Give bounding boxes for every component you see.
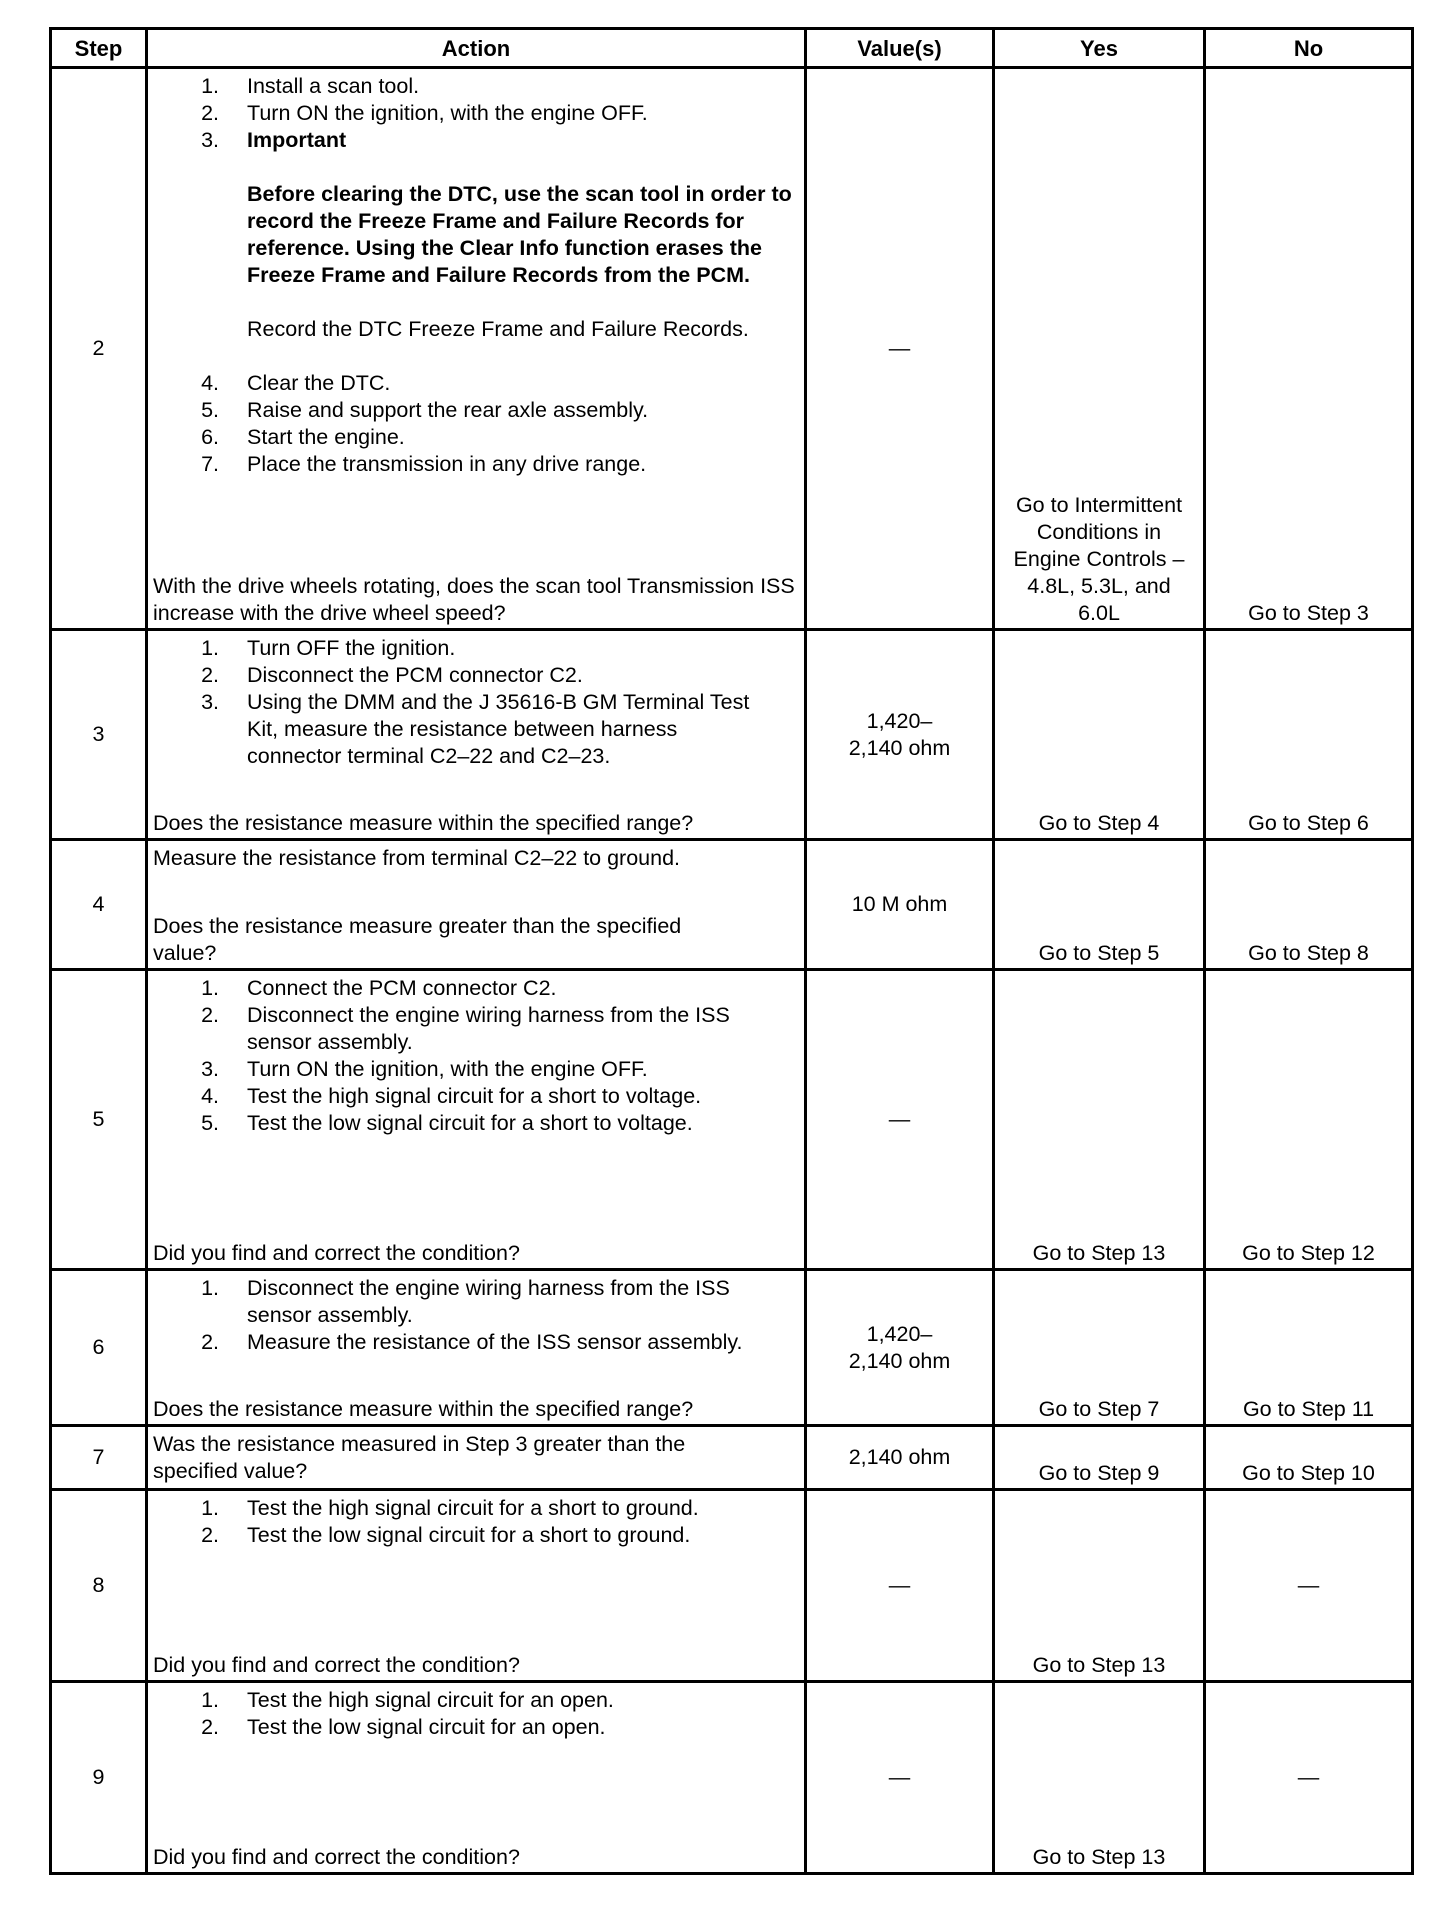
value-cell: 10 M ohm xyxy=(806,840,994,970)
action-text: Measure the resistance from terminal C2–22 to ground. xyxy=(153,846,681,870)
step-number: 7 xyxy=(51,1426,147,1490)
action-step: 3. Turn ON the ignition, with the engine OFF. xyxy=(201,1057,648,1081)
step-number: 8 xyxy=(51,1490,147,1682)
yes-cell: Go to Step 7 xyxy=(994,1270,1205,1426)
value-cell: — xyxy=(806,970,994,1270)
no-cell: Go to Step 10 xyxy=(1205,1426,1413,1490)
value-cell: — xyxy=(806,1490,994,1682)
yes-cell: Go to Step 9 xyxy=(994,1426,1205,1490)
action-cell xyxy=(147,1270,806,1426)
yes-cell: Go to Step 13 xyxy=(994,970,1205,1270)
action-cell xyxy=(147,970,806,1270)
header-values: Value(s) xyxy=(806,29,994,68)
action-step-important: 3. Important Before clearing the DTC, use the scan tool in order to record the Freeze Frame and Failure Records for reference. Using the Clear Info function erases the Freeze Frame and Failure Records from the PCM. Record the DTC Freeze Frame and Failure Records. xyxy=(153,127,800,370)
action-steps xyxy=(153,1687,800,1741)
action-cell xyxy=(147,630,806,840)
important-record: Record the DTC Freeze Frame and Failure Records. xyxy=(247,317,749,341)
value-cell: — xyxy=(806,68,994,630)
action-cell xyxy=(147,68,806,630)
action-step: 2. Disconnect the PCM connector C2. xyxy=(201,663,583,687)
action-question: Did you find and correct the condition? xyxy=(153,1653,520,1677)
value-cell: 1,420–2,140 ohm xyxy=(806,630,994,840)
value-cell: 2,140 ohm xyxy=(806,1426,994,1490)
action-steps xyxy=(153,975,800,1137)
action-step: 6. Start the engine. xyxy=(201,425,405,449)
yes-cell: Go to Step 5 xyxy=(994,840,1205,970)
action-cell xyxy=(147,1490,806,1682)
action-question: Was the resistance measured in Step 3 greater than the specified value? xyxy=(153,1432,686,1483)
action-cell xyxy=(147,1426,806,1490)
yes-cell: Go to Step 13 xyxy=(994,1682,1205,1874)
action-step: 3. Using the DMM and the J 35616-B GM Terminal Test Kit, measure the resistance between harness connector terminal C2–22 and C2–23. xyxy=(201,690,750,768)
step-number: 2 xyxy=(51,68,147,630)
table-row-step-2 xyxy=(51,68,1413,630)
table-row-step-9 xyxy=(51,1682,1413,1874)
table-row-step-6 xyxy=(51,1270,1413,1426)
no-cell: Go to Step 3 xyxy=(1205,68,1413,630)
diagnostic-table xyxy=(49,27,1414,1875)
action-step: 2. Measure the resistance of the ISS sensor assembly. xyxy=(201,1330,743,1354)
no-cell: Go to Step 8 xyxy=(1205,840,1413,970)
header-yes: Yes xyxy=(994,29,1205,68)
no-cell: Go to Step 6 xyxy=(1205,630,1413,840)
action-step: 1. Connect the PCM connector C2. xyxy=(201,976,557,1000)
action-question: Did you find and correct the condition? xyxy=(153,1241,520,1265)
action-cell xyxy=(147,1682,806,1874)
action-step: 2. Test the low signal circuit for a short to ground. xyxy=(201,1523,691,1547)
value-cell: — xyxy=(806,1682,994,1874)
step-number: 5 xyxy=(51,970,147,1270)
action-step: 2. Turn ON the ignition, with the engine OFF. xyxy=(201,101,648,125)
action-step: 1. Disconnect the engine wiring harness from the ISS sensor assembly. xyxy=(201,1276,730,1327)
step-number: 9 xyxy=(51,1682,147,1874)
header-step: Step xyxy=(51,29,147,68)
action-step: 5. Test the low signal circuit for a short to voltage. xyxy=(201,1111,693,1135)
action-step: 2. Test the low signal circuit for an open. xyxy=(201,1715,606,1739)
action-steps xyxy=(153,73,800,478)
value-cell: 1,420–2,140 ohm xyxy=(806,1270,994,1426)
step-number: 6 xyxy=(51,1270,147,1426)
action-step: 5. Raise and support the rear axle assembly. xyxy=(201,398,649,422)
yes-cell: Go to Step 4 xyxy=(994,630,1205,840)
action-step: 4. Clear the DTC. xyxy=(201,371,391,395)
table-row-step-8 xyxy=(51,1490,1413,1682)
step-number: 3 xyxy=(51,630,147,840)
action-question: Does the resistance measure within the specified range? xyxy=(153,811,694,835)
table-row-step-3 xyxy=(51,630,1413,840)
action-question: Does the resistance measure greater than the specified value? xyxy=(153,914,682,965)
action-step: 1. Test the high signal circuit for a short to ground. xyxy=(201,1496,699,1520)
action-cell xyxy=(147,840,806,970)
step-number: 4 xyxy=(51,840,147,970)
yes-cell: Go to Step 13 xyxy=(994,1490,1205,1682)
action-question: With the drive wheels rotating, does the scan tool Transmission ISS increase with the drive wheel speed? xyxy=(153,574,795,625)
yes-cell: Go to Intermittent Conditions in Engine Controls – 4.8L, 5.3L, and 6.0L xyxy=(994,68,1205,630)
action-steps xyxy=(153,635,800,770)
action-question: Does the resistance measure within the specified range? xyxy=(153,1397,694,1421)
no-cell: — xyxy=(1205,1682,1413,1874)
action-question: Did you find and correct the condition? xyxy=(153,1845,520,1869)
action-steps xyxy=(153,1495,800,1549)
table-row-step-5 xyxy=(51,970,1413,1270)
header-row xyxy=(51,29,1413,68)
no-cell: — xyxy=(1205,1490,1413,1682)
action-step: 1. Install a scan tool. xyxy=(201,74,420,98)
header-action: Action xyxy=(147,29,806,68)
table-row-step-7 xyxy=(51,1426,1413,1490)
action-step: 1. Turn OFF the ignition. xyxy=(201,636,456,660)
action-step: 1. Test the high signal circuit for an open. xyxy=(201,1688,614,1712)
header-no: No xyxy=(1205,29,1413,68)
important-title: Important xyxy=(247,128,347,152)
no-cell: Go to Step 12 xyxy=(1205,970,1413,1270)
table-row-step-4 xyxy=(51,840,1413,970)
no-cell: Go to Step 11 xyxy=(1205,1270,1413,1426)
action-steps xyxy=(153,1275,800,1356)
action-step: 2. Disconnect the engine wiring harness from the ISS sensor assembly. xyxy=(201,1003,730,1054)
action-step: 4. Test the high signal circuit for a short to voltage. xyxy=(201,1084,702,1108)
important-note: Before clearing the DTC, use the scan tool in order to record the Freeze Frame and Failure Records for reference. Using the Clear Info function erases the Freeze Frame and Failure Records from the PCM. xyxy=(247,182,792,287)
action-step: 7. Place the transmission in any drive range. xyxy=(201,452,647,476)
